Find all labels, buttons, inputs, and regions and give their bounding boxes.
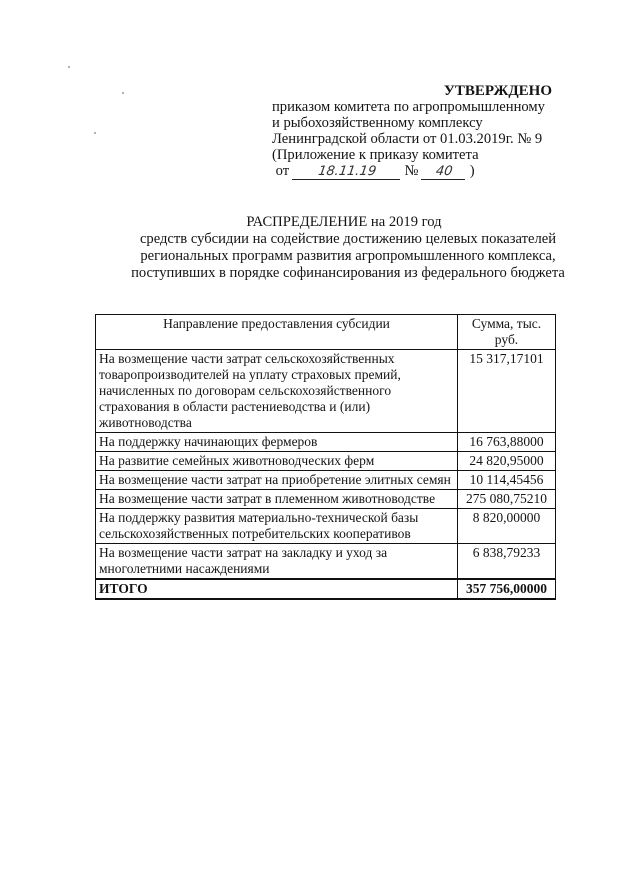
row-amount: 16 763,88000: [458, 433, 556, 452]
table-row: [96, 490, 556, 509]
table-total-row: [96, 579, 556, 599]
table-row: [96, 433, 556, 452]
approval-line-1: приказом комитета по агропромышленному: [272, 99, 545, 115]
table-row: [96, 471, 556, 490]
row-direction: На поддержку развития материально-технической базы сельскохозяйственных потребительских кооперативов: [96, 509, 458, 544]
row-amount: 10 114,45456: [458, 471, 556, 490]
header-amount: Сумма, тыс. руб.: [458, 315, 556, 350]
row-amount: 6 838,79233: [458, 544, 556, 580]
row-amount: 15 317,17101: [458, 350, 556, 433]
heading-line-1: средств субсидии на содействие достижению целевых показателей: [139, 231, 557, 247]
heading-title: РАСПРЕДЕЛЕНИЕ на 2019 год: [246, 214, 442, 230]
close-paren: ): [469, 163, 475, 179]
document-heading: [0, 214, 640, 282]
handwritten-number: 40: [421, 165, 467, 180]
total-label: ИТОГО: [96, 579, 458, 599]
row-direction: На развитие семейных животноводческих ферм: [96, 452, 458, 471]
approval-line-4: (Приложение к приказу комитета: [272, 147, 479, 163]
row-direction: На возмещение части затрат на закладку и уход за многолетними насаждениями: [96, 544, 458, 580]
table-row: [96, 452, 556, 471]
row-direction: На возмещение части затрат сельскохозяйственных товаропроизводителей на уплату страховых премий, начисленных по договорам сельскохозяйственного страхования в области растениеводства и (или) животноводства: [96, 350, 458, 433]
number-label: №: [404, 163, 419, 179]
table-row: [96, 350, 556, 433]
total-amount: 357 756,00000: [458, 579, 556, 599]
table-header-row: [96, 315, 556, 350]
approval-line-2: и рыбохозяйственному комплексу: [272, 115, 483, 131]
row-amount: 24 820,95000: [458, 452, 556, 471]
heading-line-2: региональных программ развития агропромышленного комплекса,: [140, 248, 556, 264]
approval-title: УТВЕРЖДЕНО: [443, 83, 552, 99]
heading-line-3: поступивших в порядке софинансирования из федерального бюджета: [131, 265, 565, 281]
header-direction: Направление предоставления субсидии: [96, 315, 458, 350]
approval-line-5: [272, 163, 602, 180]
scan-speck: [94, 132, 96, 134]
table-row: [96, 509, 556, 544]
row-amount: 275 080,75210: [458, 490, 556, 509]
scan-speck: [122, 92, 124, 94]
handwritten-date: 18.11.19: [292, 165, 402, 180]
row-amount: 8 820,00000: [458, 509, 556, 544]
row-direction: На возмещение части затрат в племенном животноводстве: [96, 490, 458, 509]
row-direction: На возмещение части затрат на приобретение элитных семян: [96, 471, 458, 490]
subsidy-table: [95, 314, 556, 600]
approval-line-3: Ленинградской области от 01.03.2019г. № 9: [272, 131, 543, 147]
from-label: от: [275, 163, 290, 179]
scan-speck: [68, 66, 70, 68]
approval-block: [272, 83, 602, 180]
table-row: [96, 544, 556, 580]
row-direction: На поддержку начинающих фермеров: [96, 433, 458, 452]
